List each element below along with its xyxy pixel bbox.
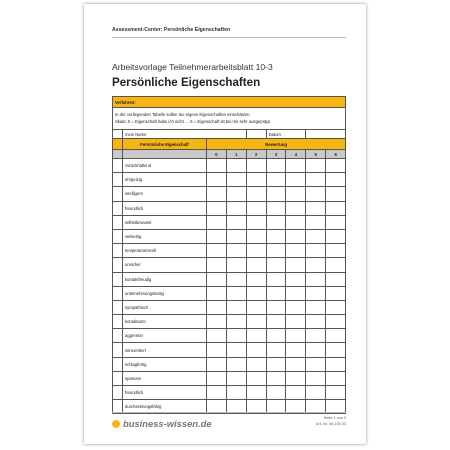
property-label: unternehmungslustig (123, 286, 207, 300)
scale-value: 1 (226, 150, 246, 159)
rating-cell[interactable] (246, 229, 266, 243)
row-spacer (113, 215, 123, 229)
rating-cell[interactable] (226, 229, 246, 243)
logo-dot-icon (112, 420, 120, 428)
rating-cell[interactable] (226, 187, 246, 201)
rating-cell[interactable] (246, 244, 266, 258)
rating-cell[interactable] (207, 229, 227, 243)
rating-cell[interactable] (266, 201, 286, 215)
rating-cell[interactable] (246, 357, 266, 371)
table-row (113, 371, 346, 385)
rating-cell[interactable] (326, 244, 346, 258)
scale-value: 4 (286, 150, 306, 159)
rating-cell[interactable] (226, 371, 246, 385)
row-spacer (113, 371, 123, 385)
table-row (113, 187, 346, 201)
rating-cell[interactable] (326, 329, 346, 343)
document-subtitle: Arbeitsvorlage Teilnehmerarbeitsblatt 10-3 (112, 62, 273, 72)
rating-cell[interactable] (326, 315, 346, 329)
header-divider (112, 37, 346, 38)
rating-cell[interactable] (286, 244, 306, 258)
rating-cell[interactable] (286, 329, 306, 343)
rating-cell[interactable] (207, 343, 227, 357)
scale-spacer (123, 150, 207, 159)
rating-cell[interactable] (226, 201, 246, 215)
rating-cell[interactable] (246, 173, 266, 187)
logo (112, 418, 212, 429)
name-label: mein Name (123, 130, 247, 139)
rating-cell[interactable] (207, 357, 227, 371)
logo-text: business-wissen.de (123, 418, 212, 429)
rating-cell[interactable] (286, 386, 306, 400)
procedure-line-1: In der vorliegenden Tabelle sollen Sie eigene Eigenschaften einschätzen. (115, 112, 251, 118)
table-row (113, 357, 346, 371)
rating-cell[interactable] (286, 159, 306, 173)
rating-cell[interactable] (306, 300, 326, 314)
rating-cell[interactable] (246, 315, 266, 329)
row-spacer (113, 173, 123, 187)
scale-value: 0 (207, 150, 227, 159)
rating-cell[interactable] (326, 159, 346, 173)
rating-cell[interactable] (226, 315, 246, 329)
row-spacer (113, 357, 123, 371)
rating-cell[interactable] (266, 258, 286, 272)
rating-cell[interactable] (286, 286, 306, 300)
rating-cell[interactable] (286, 371, 306, 385)
table-row (113, 173, 346, 187)
rating-cell[interactable] (246, 286, 266, 300)
procedure-line-2: Skala: 0 = Eigenschaft habe ich nicht … 6 = Eigenschaft ist bei mir sehr ausgeprägt (115, 118, 270, 124)
rating-cell[interactable] (266, 173, 286, 187)
rating-cell[interactable] (246, 343, 266, 357)
rating-cell[interactable] (246, 159, 266, 173)
rating-cell[interactable] (306, 244, 326, 258)
rating-cell[interactable] (306, 315, 326, 329)
rating-cell[interactable] (226, 272, 246, 286)
row-spacer (113, 244, 123, 258)
property-label: kontaktfreudig (123, 272, 207, 286)
table-row (113, 272, 346, 286)
rating-cell[interactable] (326, 173, 346, 187)
rating-cell[interactable] (326, 286, 346, 300)
property-label: introvertiert (123, 343, 207, 357)
rating-cell[interactable] (207, 215, 227, 229)
rating-cell[interactable] (226, 215, 246, 229)
row-spacer (113, 286, 123, 300)
rating-cell[interactable] (306, 357, 326, 371)
page-number: Seite 1 von 2 (323, 416, 346, 420)
rating-cell[interactable] (207, 173, 227, 187)
rating-cell[interactable] (207, 272, 227, 286)
rating-cell[interactable] (266, 272, 286, 286)
rating-cell[interactable] (266, 329, 286, 343)
rating-cell[interactable] (207, 371, 227, 385)
rating-cell[interactable] (226, 343, 246, 357)
rating-cell[interactable] (306, 286, 326, 300)
rating-cell[interactable] (266, 386, 286, 400)
rating-cell[interactable] (207, 386, 227, 400)
rating-cell[interactable] (207, 244, 227, 258)
row-spacer (113, 300, 123, 314)
scale-value: 3 (266, 150, 286, 159)
rating-cell[interactable] (266, 187, 286, 201)
rating-cell[interactable] (306, 343, 326, 357)
property-label: sparsam (123, 371, 207, 385)
rating-cell[interactable] (226, 159, 246, 173)
property-label: durchsetzungsfähig (123, 400, 207, 414)
table-row (113, 258, 346, 272)
document-title: Persönliche Eigenschaften (112, 76, 261, 89)
property-label: zurückhaltend (123, 159, 207, 173)
scale-spacer (113, 150, 123, 159)
rating-cell[interactable] (226, 300, 246, 314)
rating-cell[interactable] (226, 329, 246, 343)
table-row (113, 215, 346, 229)
rating-cell[interactable] (207, 201, 227, 215)
table-row (113, 315, 346, 329)
date-field[interactable] (306, 130, 346, 139)
name-field[interactable] (246, 130, 266, 139)
scale-value: 5 (306, 150, 326, 159)
table-row (113, 244, 346, 258)
rating-cell[interactable] (207, 315, 227, 329)
rating-cell[interactable] (286, 173, 306, 187)
row-spacer (113, 386, 123, 400)
rating-cell[interactable] (326, 215, 346, 229)
row-spacer (113, 343, 123, 357)
table-row (113, 159, 346, 173)
rating-cell[interactable] (286, 315, 306, 329)
row-spacer (113, 229, 123, 243)
rating-cell[interactable] (207, 159, 227, 173)
rating-cell[interactable] (207, 286, 227, 300)
rating-cell[interactable] (326, 258, 346, 272)
rating-cell[interactable] (207, 329, 227, 343)
rating-cell[interactable] (246, 201, 266, 215)
rating-cell[interactable] (286, 229, 306, 243)
table-row (113, 343, 346, 357)
rating-cell[interactable] (226, 357, 246, 371)
rating-cell[interactable] (246, 329, 266, 343)
rating-cell[interactable] (246, 272, 266, 286)
document-page (84, 4, 366, 444)
property-label: ehrgeizig (123, 173, 207, 187)
rating-cell[interactable] (326, 357, 346, 371)
rating-cell[interactable] (226, 173, 246, 187)
rating-cell[interactable] (226, 258, 246, 272)
item-rows (113, 159, 346, 414)
rating-cell[interactable] (286, 343, 306, 357)
rating-cell[interactable] (246, 300, 266, 314)
name-row-spacer (113, 130, 123, 139)
row-spacer (113, 258, 123, 272)
rating-cell[interactable] (326, 201, 346, 215)
rating-cell[interactable] (306, 159, 326, 173)
rating-cell[interactable] (266, 244, 286, 258)
property-label: vielseitig (123, 229, 207, 243)
table-row (113, 386, 346, 400)
rating-cell[interactable] (266, 159, 286, 173)
rating-cell[interactable] (326, 371, 346, 385)
rating-cell[interactable] (207, 258, 227, 272)
footer-divider (112, 412, 346, 413)
rating-cell[interactable] (207, 187, 227, 201)
rating-cell[interactable] (226, 386, 246, 400)
rating-cell[interactable] (266, 229, 286, 243)
property-label: kontaktarm (123, 315, 207, 329)
row-spacer (113, 329, 123, 343)
row-spacer (113, 315, 123, 329)
row-spacer (113, 159, 123, 173)
property-label: unsicher (123, 258, 207, 272)
row-spacer (113, 272, 123, 286)
header-spacer (113, 139, 123, 150)
scale-value: 2 (246, 150, 266, 159)
table-row (113, 201, 346, 215)
rating-cell[interactable] (266, 343, 286, 357)
rating-cell[interactable] (286, 258, 306, 272)
table-row (113, 300, 346, 314)
rating-cell[interactable] (286, 201, 306, 215)
rating-cell[interactable] (226, 244, 246, 258)
scale-value: 6 (326, 150, 346, 159)
rating-cell[interactable] (306, 201, 326, 215)
rating-cell[interactable] (306, 229, 326, 243)
property-label: schlagfertig (123, 357, 207, 371)
row-spacer (113, 187, 123, 201)
rating-cell[interactable] (286, 272, 306, 286)
rating-cell[interactable] (326, 386, 346, 400)
rating-cell[interactable] (246, 386, 266, 400)
property-label: temperamentvoll (123, 244, 207, 258)
property-label: freundlich (123, 386, 207, 400)
document-header: Assessment-Center: Persönliche Eigenschaften (112, 27, 231, 33)
rating-cell[interactable] (306, 258, 326, 272)
rating-cell[interactable] (306, 272, 326, 286)
rating-cell[interactable] (306, 386, 326, 400)
rating-cell[interactable] (246, 258, 266, 272)
property-label: sympathisch (123, 300, 207, 314)
rating-cell[interactable] (246, 187, 266, 201)
rating-cell[interactable] (306, 215, 326, 229)
rating-cell[interactable] (266, 300, 286, 314)
rating-cell[interactable] (266, 286, 286, 300)
rating-column-header: Bewertung (207, 139, 346, 150)
rating-cell[interactable] (306, 329, 326, 343)
rating-cell[interactable] (226, 286, 246, 300)
row-spacer (113, 201, 123, 215)
rating-cell[interactable] (266, 371, 286, 385)
property-label: selbstbewusst (123, 215, 207, 229)
property-label: freundlich (123, 201, 207, 215)
property-column-header: Persönliche Eigenschaft (123, 139, 207, 150)
rating-cell[interactable] (246, 215, 266, 229)
procedure-text (113, 108, 346, 130)
rating-cell[interactable] (266, 315, 286, 329)
property-label: intelligent (123, 187, 207, 201)
rating-cell[interactable] (326, 343, 346, 357)
rating-cell[interactable] (286, 300, 306, 314)
rating-cell[interactable] (286, 215, 306, 229)
rating-cell[interactable] (266, 215, 286, 229)
rating-cell[interactable] (306, 173, 326, 187)
scale-row (113, 150, 346, 159)
property-label: aggressiv (123, 329, 207, 343)
rating-cell[interactable] (326, 187, 346, 201)
table-row (113, 286, 346, 300)
article-number: Art.-Nr. 06.100.33 (316, 422, 346, 426)
worksheet-table (112, 96, 346, 414)
rating-cell[interactable] (326, 229, 346, 243)
rating-cell[interactable] (326, 272, 346, 286)
rating-cell[interactable] (326, 300, 346, 314)
rating-cell[interactable] (306, 371, 326, 385)
page-info (316, 415, 346, 427)
table-row (113, 329, 346, 343)
procedure-label: Verfahren: (113, 97, 346, 108)
date-label: Datum (266, 130, 306, 139)
table-row (113, 229, 346, 243)
rating-cell[interactable] (306, 187, 326, 201)
rating-cell[interactable] (286, 357, 306, 371)
rating-cell[interactable] (207, 300, 227, 314)
rating-cell[interactable] (266, 357, 286, 371)
rating-cell[interactable] (286, 187, 306, 201)
rating-cell[interactable] (246, 371, 266, 385)
